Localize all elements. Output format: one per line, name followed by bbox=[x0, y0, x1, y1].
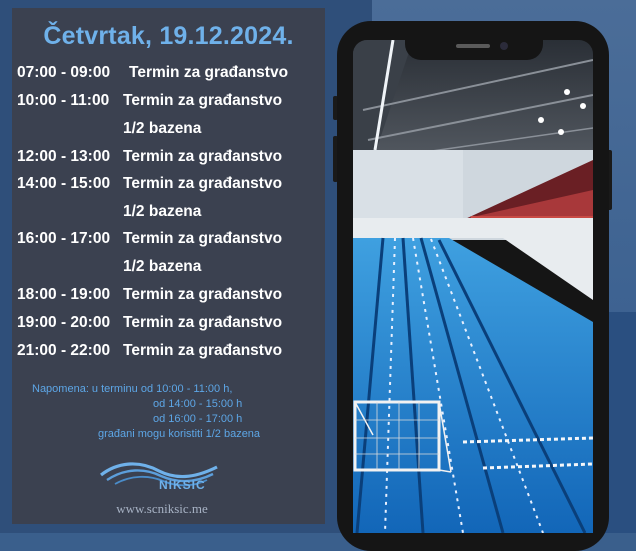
time-range: 14:00 - 15:00 bbox=[17, 175, 111, 192]
schedule-panel bbox=[12, 8, 325, 524]
phone-notch bbox=[405, 38, 543, 60]
page-title: Četvrtak, 19.12.2024. bbox=[43, 22, 294, 50]
note-line: građani mogu koristiti 1/2 bazena bbox=[98, 428, 261, 440]
note-line: od 14:00 - 15:00 h bbox=[153, 398, 243, 410]
schedule-row bbox=[12, 64, 325, 86]
schedule-row bbox=[12, 230, 325, 275]
time-range: 19:00 - 20:00 bbox=[17, 314, 111, 331]
schedule-row bbox=[12, 314, 325, 336]
half-pool-note: 1/2 bazena bbox=[123, 203, 202, 220]
session-label: Termin za građanstvo bbox=[123, 148, 283, 165]
pool-photo bbox=[353, 40, 593, 533]
schedule-row bbox=[12, 286, 325, 308]
time-range: 12:00 - 13:00 bbox=[17, 148, 111, 165]
session-label: Termin za građanstvo bbox=[123, 286, 283, 303]
time-range: 21:00 - 22:00 bbox=[17, 342, 111, 359]
session-label: Termin za građanstvo bbox=[123, 230, 283, 247]
logo-text: NIKSIC bbox=[159, 478, 206, 492]
time-range: 07:00 - 09:00 bbox=[17, 64, 111, 81]
session-label: Termin za građanstvo bbox=[123, 92, 283, 109]
note-line: od 16:00 - 17:00 h bbox=[153, 413, 243, 425]
session-label: Termin za građanstvo bbox=[123, 342, 283, 359]
half-pool-note: 1/2 bazena bbox=[123, 258, 202, 275]
time-range: 18:00 - 19:00 bbox=[17, 286, 111, 303]
schedule-row bbox=[12, 175, 325, 220]
session-label: Termin za građanstvo bbox=[123, 175, 283, 192]
time-range: 16:00 - 17:00 bbox=[17, 230, 111, 247]
note-line: Napomena: u terminu od 10:00 - 11:00 h, bbox=[32, 383, 233, 395]
schedule-row bbox=[12, 342, 325, 364]
website-link[interactable]: www.scniksic.me bbox=[116, 501, 208, 516]
camera-icon bbox=[500, 42, 508, 50]
schedule-row bbox=[12, 148, 325, 170]
speaker-icon bbox=[456, 44, 490, 48]
session-label: Termin za građanstvo bbox=[129, 64, 289, 81]
time-range: 10:00 - 11:00 bbox=[17, 92, 110, 109]
session-label: Termin za građanstvo bbox=[123, 314, 283, 331]
schedule-row bbox=[12, 92, 325, 137]
half-pool-note: 1/2 bazena bbox=[123, 120, 202, 137]
